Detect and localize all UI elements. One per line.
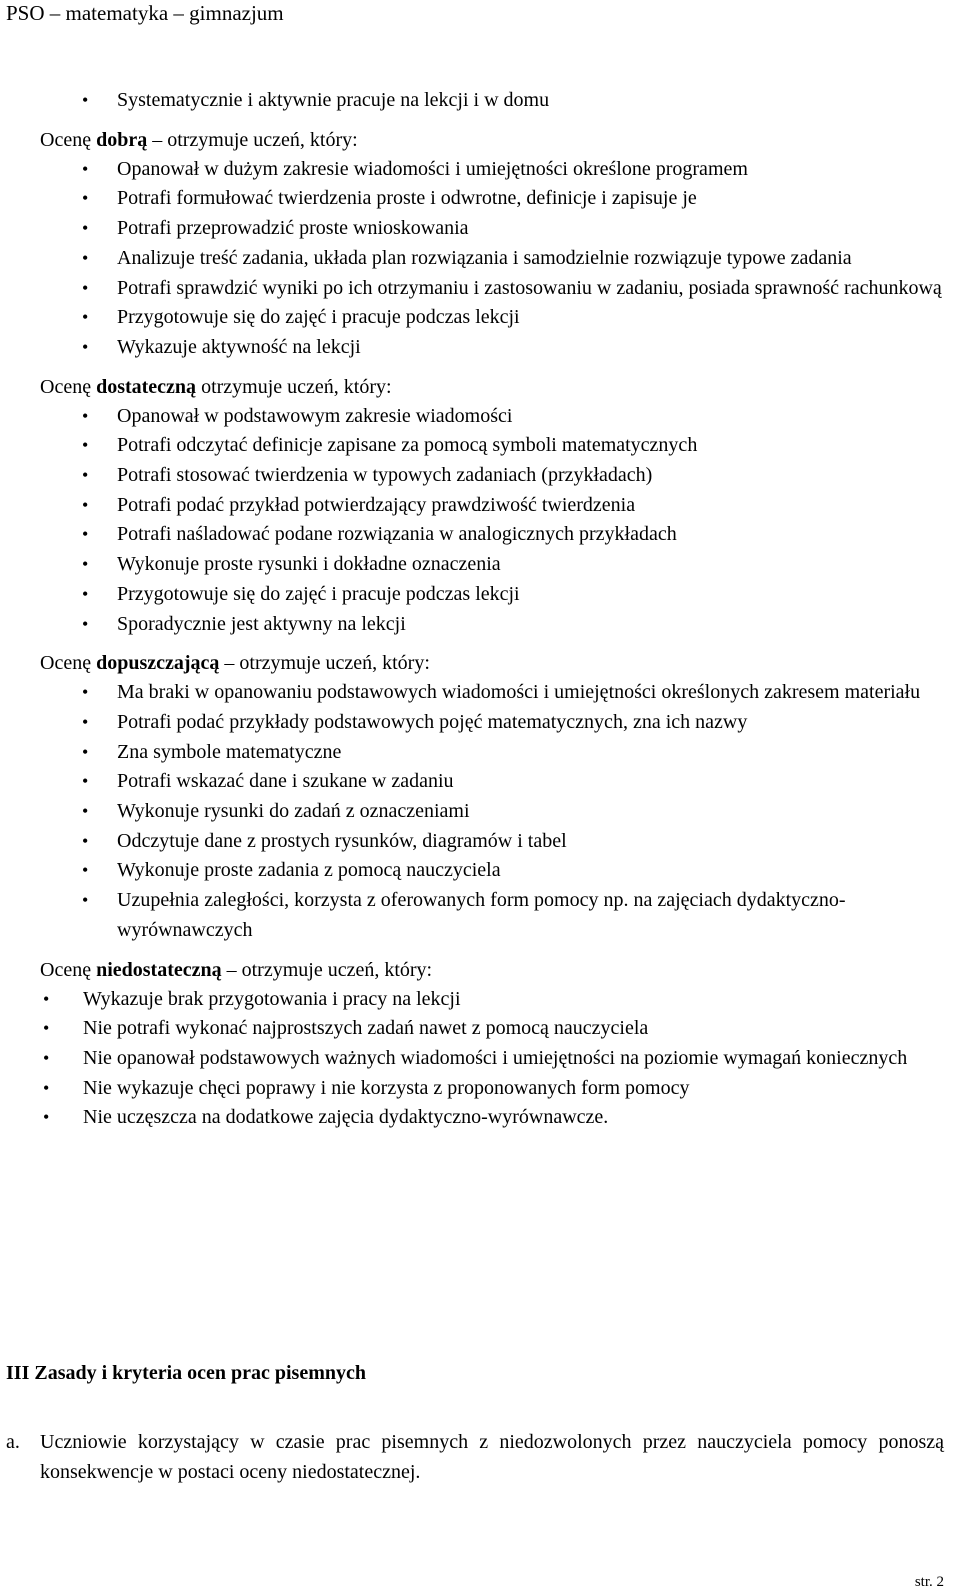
grade-list-dopuszczajaca (40, 678, 945, 945)
list-item-text: Uzupełnia zaległości, korzysta z oferowanych form pomocy np. na zajęciach dydaktyczno-wyrównawczych (117, 889, 846, 941)
list-item-text: Nie uczęszcza na dodatkowe zajęcia dydaktyczno-wyrównawcze. (83, 1106, 609, 1129)
list-item (40, 708, 945, 738)
list-item-text: Nie wykazuje chęci poprawy i nie korzysta z proponowanych form pomocy (83, 1076, 690, 1099)
section-title: III Zasady i kryteria ocen prac pisemnych (6, 1362, 366, 1384)
bullet-icon: • (82, 524, 89, 545)
bullet-icon: • (43, 1018, 50, 1039)
list-item (40, 1074, 945, 1104)
list-item (40, 856, 945, 886)
grade-name: dopuszczającą (96, 652, 220, 675)
list-item (40, 402, 945, 432)
list-item (40, 333, 945, 363)
grade-name: niedostateczną (96, 958, 222, 981)
bullet-icon: • (82, 860, 89, 881)
grade-prefix: Ocenę (40, 958, 92, 981)
bullet-icon: • (82, 218, 89, 239)
list-item (40, 678, 945, 708)
list-item (40, 985, 945, 1015)
list-item-text: Wykazuje brak przygotowania i pracy na lekcji (83, 987, 461, 1010)
list-item (40, 610, 945, 640)
grade-name: dostateczną (96, 375, 197, 398)
list-item (40, 1014, 945, 1044)
section-paragraph (6, 1427, 944, 1487)
bullet-icon: • (43, 1107, 50, 1128)
list-item-text: Zna symbole matematyczne (117, 740, 342, 763)
bullet-icon: • (82, 90, 89, 110)
bullet-icon: • (43, 1047, 50, 1068)
bullet-icon: • (82, 830, 89, 851)
page-number: str. 2 (914, 1574, 944, 1590)
document-body (40, 86, 945, 1133)
list-item (40, 461, 945, 491)
bullet-icon: • (82, 405, 89, 426)
bullet-icon: • (82, 307, 89, 328)
list-item-text: Systematycznie i aktywnie pracuje na lekcji i w domu (117, 89, 550, 111)
grade-list-dobra (40, 155, 945, 363)
grade-heading-dostateczna (40, 372, 945, 402)
list-item (40, 431, 945, 461)
list-item-text: Nie opanował podstawowych ważnych wiadomości i umiejętności na poziomie wymagań koniecznych (83, 1046, 908, 1069)
grade-suffix: otrzymuje uczeń, który: (201, 375, 392, 398)
bullet-icon: • (82, 890, 89, 911)
grade-name: dobrą (96, 128, 148, 151)
list-item-text: Potrafi stosować twierdzenia w typowych zadaniach (przykładach) (117, 464, 653, 487)
bullet-icon: • (82, 682, 89, 703)
grade-heading-niedostateczna (40, 955, 945, 985)
list-item (40, 1044, 945, 1074)
list-item-text: Wykonuje proste rysunki i dokładne oznaczenia (117, 553, 501, 576)
bullet-icon: • (82, 613, 89, 634)
list-item-text: Potrafi formułować twierdzenia proste i odwrotne, definicje i zapisuje je (117, 187, 697, 210)
list-item (40, 738, 945, 768)
list-item-text: Ma braki w opanowaniu podstawowych wiadomości i umiejętności określonych zakresem materiału (117, 681, 921, 704)
grade-suffix: – otrzymuje uczeń, który: (226, 958, 433, 981)
list-item (40, 491, 945, 521)
bullet-icon: • (43, 988, 50, 1009)
list-item (40, 155, 945, 185)
list-item (40, 767, 945, 797)
bullet-icon: • (82, 435, 89, 456)
list-item (40, 520, 945, 550)
grade-list-niedostateczna (40, 985, 945, 1134)
list-item-text: Przygotowuje się do zajęć i pracuje podczas lekcji (117, 306, 520, 329)
list-item-text: Odczytuje dane z prostych rysunków, diagramów i tabel (117, 829, 567, 852)
bullet-icon: • (82, 188, 89, 209)
list-item (40, 86, 945, 116)
list-item (40, 184, 945, 214)
list-item-text: Potrafi wskazać dane i szukane w zadaniu (117, 770, 454, 793)
grade-prefix: Ocenę (40, 652, 92, 675)
list-item (40, 214, 945, 244)
document-header: PSO – matematyka – gimnazjum (6, 1, 284, 25)
list-item (40, 797, 945, 827)
list-item-text: Potrafi sprawdzić wyniki po ich otrzymaniu i zastosowaniu w zadaniu, posiada sprawność rachunkową (117, 276, 942, 299)
list-item-text: Potrafi podać przykład potwierdzający prawdziwość twierdzenia (117, 493, 636, 516)
list-item (40, 886, 945, 945)
list-item-text: Przygotowuje się do zajęć i pracuje podczas lekcji (117, 582, 520, 605)
list-item-text: Potrafi odczytać definicje zapisane za pomocą symboli matematycznych (117, 434, 698, 457)
bullet-icon: • (82, 277, 89, 298)
grade-prefix: Ocenę (40, 375, 92, 398)
list-item-text: Opanował w dużym zakresie wiadomości i umiejętności określone programem (117, 157, 748, 180)
list-item (40, 274, 945, 304)
bullet-icon: • (82, 801, 89, 822)
list-item-text: Wykonuje proste zadania z pomocą nauczyciela (117, 859, 501, 882)
grade-suffix: – otrzymuje uczeń, który: (152, 128, 358, 151)
bullet-icon: • (82, 554, 89, 575)
list-item (40, 550, 945, 580)
list-item-text: Wykonuje rysunki do zadań z oznaczeniami (117, 800, 470, 823)
bullet-icon: • (43, 1077, 50, 1098)
bullet-icon: • (82, 494, 89, 515)
list-item-text: Potrafi naśladować podane rozwiązania w analogicznych przykładach (117, 523, 677, 546)
list-item (40, 580, 945, 610)
bullet-icon: • (82, 336, 89, 357)
bullet-icon: • (82, 711, 89, 732)
list-item (40, 1103, 945, 1133)
list-item-text: Analizuje treść zadania, układa plan rozwiązania i samodzielnie rozwiązuje typowe zadania (117, 246, 852, 269)
list-item-text: Opanował w podstawowym zakresie wiadomości (117, 404, 513, 427)
list-item (40, 303, 945, 333)
bullet-icon: • (82, 465, 89, 486)
bullet-icon: • (82, 771, 89, 792)
list-item-text: Nie potrafi wykonać najprostszych zadań nawet z pomocą nauczyciela (83, 1017, 649, 1040)
list-item-text: Potrafi podać przykłady podstawowych pojęć matematycznych, zna ich nazwy (117, 710, 748, 733)
bullet-icon: • (82, 158, 89, 179)
paragraph-marker: a. (6, 1431, 20, 1453)
bullet-icon: • (82, 247, 89, 268)
grade-list-dostateczna (40, 402, 945, 640)
grade-prefix: Ocenę (40, 128, 92, 151)
list-item-text: Wykazuje aktywność na lekcji (117, 335, 361, 358)
grade-heading-dopuszczajaca (40, 648, 945, 678)
list-item-text: Sporadycznie jest aktywny na lekcji (117, 612, 406, 635)
list-item (40, 827, 945, 857)
bullet-icon: • (82, 741, 89, 762)
grade-suffix: – otrzymuje uczeń, który: (224, 652, 430, 675)
bullet-icon: • (82, 583, 89, 604)
list-item (40, 244, 945, 274)
intro-list (40, 86, 945, 116)
list-item-text: Potrafi przeprowadzić proste wnioskowania (117, 217, 469, 240)
grade-heading-dobra (40, 125, 945, 155)
paragraph-text: Uczniowie korzystający w czasie prac pisemnych z niedozwolonych przez nauczyciela pomocy ponoszą konsekwencje w postaci oceny niedostatecznej. (40, 1431, 944, 1483)
